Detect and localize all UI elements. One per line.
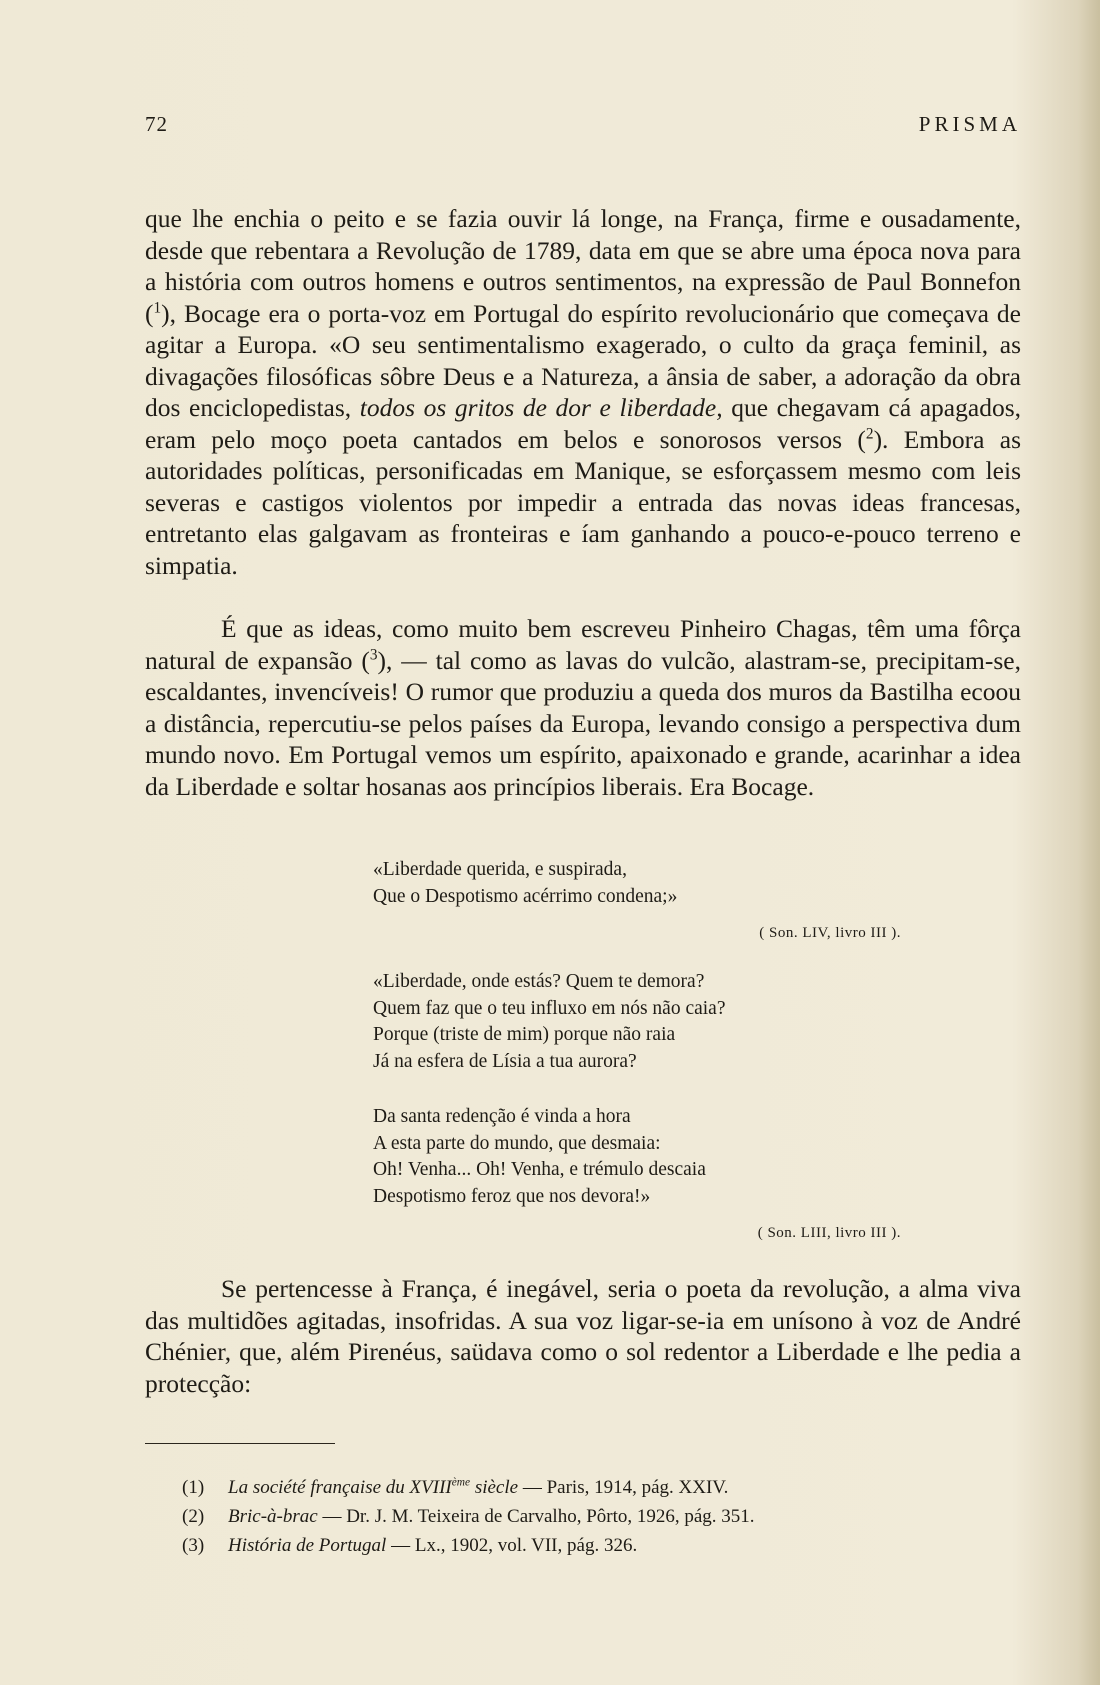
verse-line: Oh! Venha... Oh! Venha, e trémulo descaia xyxy=(373,1159,706,1180)
running-title: PRISMA xyxy=(918,112,1021,136)
verse-line: Já na esfera de Lísia a tua aurora? xyxy=(373,1050,637,1072)
footnote-title-sup: ème xyxy=(451,1476,471,1489)
footnote-ref-1: 1 xyxy=(153,299,162,316)
verse-line: Quem faz que o teu influxo em nós não caia? xyxy=(373,997,726,1019)
footnote-ref-3: 3 xyxy=(369,646,378,663)
paragraph-3 xyxy=(145,1273,1021,1399)
verse-line: Porque (triste de mim) porque não raia xyxy=(373,1024,676,1045)
verse-line: Que o Despotismo acérrimo condena;» xyxy=(373,885,678,907)
footnote-title: Bric-à-brac xyxy=(228,1506,318,1527)
paragraph-1-text-b: ), Bocage era o porta-voz em Portugal do espírito revolucionário que começava de agitar a Europa. «O seu sentimentalismo exagerado, o culto da graça feminil, as divagações filosóficas sôbre Deus e a Natureza, a ânsia de saber, a adoração da obra dos enciclopedistas, xyxy=(145,298,1021,422)
footnote-title-end: siècle xyxy=(470,1477,519,1498)
verse-line: «Liberdade querida, e suspirada, xyxy=(373,859,627,880)
footnote-number: (3) xyxy=(182,1535,205,1556)
paragraph-2-text-a: É que as ideas, como muito bem escreveu Pinheiro Chagas, têm uma fôrça natural de expansão ( xyxy=(145,614,1021,675)
verse-quote-2 xyxy=(373,969,901,1075)
footnote-ref-2: 2 xyxy=(865,425,874,442)
footnote-number: (2) xyxy=(182,1506,205,1527)
paragraph-1-text-d: ). Embora as autoridades políticas, personificadas em Manique, se esforçassem mesmo com leis severas e castigos violentos por impedir a entrada das novas ideas francesas, entretanto elas galgavam as fronteiras e íam ganhando a pouco-e-pouco terreno e simpatia. xyxy=(145,424,1021,580)
verse-citation: ( Son. LIV, livro III ). xyxy=(759,925,901,941)
footnote-2 xyxy=(182,1502,988,1531)
paragraph-1-text-c: que chegavam cá apagados, eram pelo moço poeta cantados em belos e sonorosos versos ( xyxy=(145,393,1021,454)
paragraph-1 xyxy=(145,203,1021,581)
verse-line: Despotismo feroz que nos devora!» xyxy=(373,1185,651,1207)
verse-citation: ( Son. LIII, livro III ). xyxy=(757,1225,901,1241)
footnote-divider xyxy=(145,1443,335,1444)
verse-quote-3 xyxy=(373,1104,901,1247)
verse-line: A esta parte do mundo, que desmaia: xyxy=(373,1132,661,1154)
footnote-1 xyxy=(182,1473,988,1502)
paragraph-1-italic: todos os gritos de dor e liberdade, xyxy=(359,393,723,422)
paragraph-1-text-a: que lhe enchia o peito e se fazia ouvir lá longe, na França, firme e ousadamente, desde que rebentara a Revolução de 1789, data em que se abre uma época nova para a história com outros homens e outros sentimentos, na expressão de Paul Bonnefon ( xyxy=(145,204,1021,328)
paragraph-2 xyxy=(145,613,1021,802)
verse-quote-1 xyxy=(373,857,901,947)
verse-line: «Liberdade, onde estás? Quem te demora? xyxy=(373,971,705,992)
footnotes xyxy=(182,1473,988,1560)
page-number: 72 xyxy=(145,112,168,136)
paragraph-3-text: Se pertencesse à França, é inegável, seria o poeta da revolução, a alma viva das multidões agitadas, insofridas. A sua voz ligar-se-ia em unísono à voz de André Chénier, que, além Pirenéus, saüdava como o sol redentor a Liberdade e lhe pedia a protecção: xyxy=(145,1274,1021,1398)
footnote-details: — Lx., 1902, vol. VII, pág. 326. xyxy=(386,1535,638,1556)
footnote-number: (1) xyxy=(182,1477,205,1498)
verse-line: Da santa redenção é vinda a hora xyxy=(373,1106,631,1127)
footnote-title: História de Portugal xyxy=(228,1535,387,1556)
footnote-details: — Dr. J. M. Teixeira de Carvalho, Pôrto, 1926, pág. 351. xyxy=(317,1506,755,1527)
footnote-title: La société française du XVIII xyxy=(228,1477,452,1498)
footnote-3 xyxy=(182,1531,988,1560)
footnote-details: — Paris, 1914, pág. XXIV. xyxy=(518,1477,729,1498)
paragraph-2-text-b: ), — tal como as lavas do vulcão, alastram-se, precipitam-se, escaldantes, invencíveis! O rumor que produziu a queda dos muros da Bastilha ecoou a distância, repercutiu-se pelos países da Europa, levando consigo a perspectiva dum mundo novo. Em Portugal vemos um espírito, apaixonado e grande, acarinhar a idea da Liberdade e soltar hosanas aos princípios liberais. Era Bocage. xyxy=(145,645,1021,801)
